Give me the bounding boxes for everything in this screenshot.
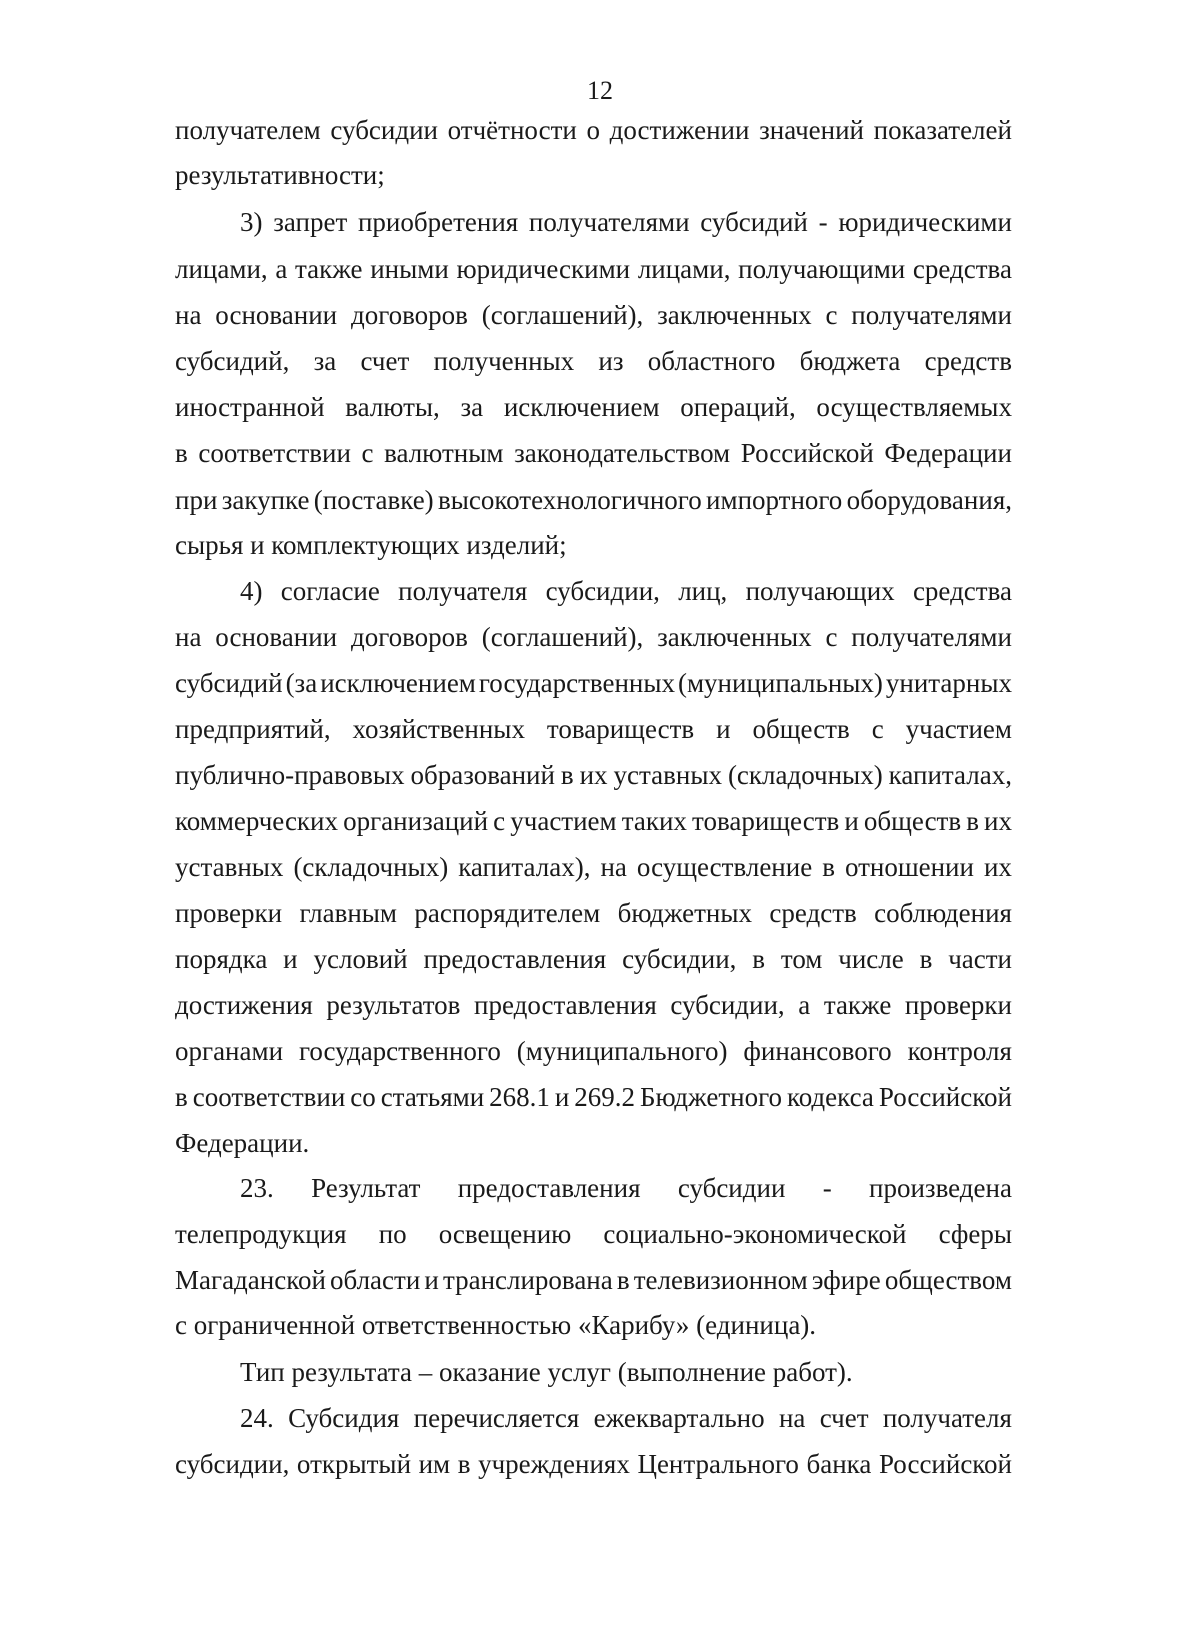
word: в: [919, 944, 933, 974]
word: 24.: [240, 1403, 274, 1433]
text-line-content: [240, 574, 1012, 608]
word: телевизионном: [633, 1265, 808, 1295]
word: субсидии: [677, 1173, 786, 1203]
word: лицами,: [175, 254, 268, 284]
word: и: [554, 1082, 570, 1112]
text-line-content: [175, 1447, 1012, 1481]
word: субсидий: [700, 207, 808, 237]
word: порядка: [175, 944, 268, 974]
word: банка: [806, 1449, 872, 1479]
word: распорядителем: [414, 898, 601, 928]
word: (за: [285, 668, 318, 698]
word: договоров: [350, 622, 468, 652]
word: а: [275, 254, 288, 284]
text-line-content: [175, 344, 1012, 378]
word: унитарных: [885, 668, 1012, 698]
text-line-content: [175, 252, 1012, 286]
word: предоставления: [423, 944, 607, 974]
word: отношении: [844, 852, 974, 882]
word: участием: [510, 806, 617, 836]
word: числе: [838, 944, 904, 974]
word: за: [313, 346, 337, 376]
word: товариществ: [692, 806, 840, 836]
word: предоставления: [474, 990, 657, 1020]
word: получателями: [851, 300, 1012, 330]
word: на: [778, 1403, 806, 1433]
word: основании: [215, 300, 338, 330]
word: за: [460, 392, 484, 422]
word: Центрального: [637, 1449, 799, 1479]
word: со: [350, 1082, 376, 1112]
text-line-content: Тип результата – оказание услуг (выполнение работ).: [240, 1357, 853, 1387]
word: 23.: [240, 1173, 274, 1203]
word: лиц,: [678, 576, 728, 606]
word: юридическими: [838, 207, 1012, 237]
word: счет: [360, 346, 410, 376]
word: телепродукция: [175, 1219, 347, 1249]
word: валютным: [384, 438, 504, 468]
word: образований: [410, 760, 555, 790]
word: (складочных): [727, 760, 883, 790]
word: областного: [647, 346, 776, 376]
word: соблюдения: [874, 898, 1012, 928]
word: государственного: [298, 1036, 501, 1066]
word: органами: [175, 1036, 284, 1066]
word: согласие: [280, 576, 380, 606]
word: также: [295, 254, 363, 284]
word: с: [361, 438, 374, 468]
text-line-content: [175, 1217, 1012, 1251]
word: уставных: [613, 760, 722, 790]
word: их: [983, 852, 1012, 882]
word: высокотехнологичного: [438, 485, 702, 515]
word: 4): [240, 576, 263, 606]
word: обществ: [752, 714, 850, 744]
word: условий: [313, 944, 408, 974]
word: операций,: [680, 392, 796, 422]
word: оборудования,: [846, 485, 1012, 515]
word: запрет: [273, 207, 348, 237]
text-line-content: [175, 1034, 1012, 1068]
text-line-content: [175, 390, 1012, 424]
text-line-content: [175, 1080, 1012, 1114]
word: закупке: [221, 485, 310, 515]
word: средств: [924, 346, 1012, 376]
word: публично-правовых: [175, 760, 405, 790]
word: области: [330, 1265, 421, 1295]
word: эфире: [811, 1265, 881, 1295]
word: соответствии: [198, 438, 351, 468]
word: исключением: [503, 392, 660, 422]
word: получателями: [528, 207, 690, 237]
word: исключением: [320, 668, 476, 698]
text-line-content: [175, 804, 1012, 838]
word: ежеквартально: [593, 1403, 765, 1433]
text-line-content: [175, 1263, 1012, 1297]
word: и: [283, 944, 298, 974]
word: средств: [769, 898, 857, 928]
word: средства: [912, 576, 1012, 606]
text-line-content: [175, 850, 1012, 884]
word: субсидий,: [175, 346, 290, 376]
word: на: [175, 300, 202, 330]
word: в: [457, 1449, 471, 1479]
word: на: [175, 622, 202, 652]
word: законодательством: [514, 438, 731, 468]
word: результатов: [326, 990, 461, 1020]
word: и: [716, 714, 731, 744]
text-line-content: [175, 896, 1012, 930]
text-line-content: [175, 712, 1012, 746]
word: бюджета: [799, 346, 901, 376]
word: с: [493, 806, 506, 836]
word: в: [616, 1265, 630, 1295]
word: Субсидия: [288, 1403, 400, 1433]
word: получателя: [882, 1403, 1012, 1433]
word: 268.1: [489, 1082, 550, 1112]
word: а: [798, 990, 811, 1020]
word: проверки: [175, 898, 283, 928]
word: юридическими: [456, 254, 631, 284]
page-number: 12: [587, 76, 613, 105]
word: Магаданской: [175, 1265, 326, 1295]
word: валюты,: [345, 392, 440, 422]
word: транслирована: [442, 1265, 613, 1295]
word: в: [752, 944, 766, 974]
word: контроля: [907, 1036, 1012, 1066]
text-line-content: [175, 758, 1012, 792]
word: субсидии,: [670, 990, 785, 1020]
word: финансового: [743, 1036, 892, 1066]
word: таких: [621, 806, 687, 836]
word: отчётности: [447, 115, 577, 145]
word: получающих: [745, 576, 895, 606]
word: их: [984, 806, 1012, 836]
word: -: [818, 207, 828, 237]
word: коммерческих: [175, 806, 339, 836]
word: о: [586, 115, 600, 145]
word: в: [966, 806, 979, 836]
word: по: [378, 1219, 407, 1249]
word: в: [175, 1082, 188, 1112]
word: на: [600, 852, 627, 882]
text-line-content: [240, 1401, 1012, 1435]
text-line-content: [175, 113, 1012, 147]
word: показателей: [873, 115, 1012, 145]
text-line-content: [175, 988, 1012, 1022]
word: хозяйственных: [352, 714, 525, 744]
word: с: [825, 622, 838, 652]
word: освещению: [438, 1219, 572, 1249]
word: кодекса: [786, 1082, 874, 1112]
word: открытый: [296, 1449, 412, 1479]
text-line-content: Федерации.: [175, 1128, 310, 1158]
word: основании: [215, 622, 338, 652]
word: импортного: [706, 485, 843, 515]
word: заключенных: [657, 622, 812, 652]
word: в: [175, 438, 188, 468]
word: Российской: [878, 1449, 1012, 1479]
word: осуществляемых: [816, 392, 1012, 422]
word: субсидий: [175, 668, 283, 698]
word: осуществление: [636, 852, 813, 882]
word: достижения: [175, 990, 313, 1020]
word: предоставления: [457, 1173, 641, 1203]
word: договоров: [350, 300, 468, 330]
text-line-content: [175, 942, 1012, 976]
word: им: [418, 1449, 451, 1479]
word: социально-экономической: [603, 1219, 907, 1249]
word: достижении: [609, 115, 750, 145]
word: обществом: [884, 1265, 1012, 1295]
word: получателем: [175, 115, 321, 145]
word: заключенных: [657, 300, 812, 330]
word: с: [871, 714, 884, 744]
text-line-content: [240, 205, 1012, 239]
word: получателя: [398, 576, 528, 606]
word: субсидии,: [175, 1449, 290, 1479]
word: уставных: [175, 852, 284, 882]
word: (складочных): [293, 852, 449, 882]
word: капиталах,: [888, 760, 1012, 790]
word: Российской: [878, 1082, 1012, 1112]
word: товариществ: [546, 714, 695, 744]
word: произведена: [869, 1173, 1012, 1203]
word: организаций: [343, 806, 489, 836]
word: лицами,: [637, 254, 731, 284]
word: 269.2: [574, 1082, 636, 1112]
word: бюджетных: [617, 898, 753, 928]
word: перечисляется: [413, 1403, 580, 1433]
word: также: [823, 990, 892, 1020]
word: обществ: [863, 806, 962, 836]
text-line-content: сырья и комплектующих изделий;: [175, 530, 567, 560]
word: главным: [299, 898, 398, 928]
word: значений: [759, 115, 865, 145]
word: учреждениях: [478, 1449, 630, 1479]
word: Результат: [311, 1173, 421, 1203]
word: приобретения: [357, 207, 519, 237]
word: при: [175, 485, 218, 515]
word: получающими: [738, 254, 906, 284]
word: Бюджетного: [640, 1082, 782, 1112]
word: (муниципальных): [677, 668, 883, 698]
word: счет: [819, 1403, 869, 1433]
text-line-content: [175, 436, 1012, 470]
word: и: [844, 806, 859, 836]
word: иными: [370, 254, 449, 284]
word: и: [424, 1265, 439, 1295]
text-line-content: [175, 483, 1012, 517]
word: субсидии: [330, 115, 438, 145]
word: из: [598, 346, 624, 376]
word: субсидии,: [622, 944, 737, 974]
word: Федерации: [884, 438, 1012, 468]
text-line-content: с ограниченной ответственностью «Карибу» (единица).: [175, 1310, 817, 1340]
word: части: [948, 944, 1012, 974]
word: полученных: [433, 346, 575, 376]
text-line-content: [240, 1171, 1012, 1205]
word: проверки: [904, 990, 1012, 1020]
word: иностранной: [175, 392, 325, 422]
word: том: [780, 944, 823, 974]
text-line-content: [175, 298, 1012, 332]
word: участием: [905, 714, 1012, 744]
word: статьями: [380, 1082, 485, 1112]
word: субсидии,: [545, 576, 660, 606]
word: (соглашений),: [481, 622, 644, 652]
word: сферы: [938, 1219, 1012, 1249]
word: соответствии: [192, 1082, 346, 1112]
word: средства: [912, 254, 1012, 284]
word: их: [579, 760, 608, 790]
word: (соглашений),: [481, 300, 644, 330]
word: в: [822, 852, 835, 882]
word: государственных: [478, 668, 675, 698]
word: с: [825, 300, 838, 330]
word: Российской: [740, 438, 874, 468]
word: в: [560, 760, 574, 790]
word: капиталах),: [458, 852, 591, 882]
word: предприятий,: [175, 714, 331, 744]
text-line-content: результативности;: [175, 160, 385, 190]
word: (поставке): [313, 485, 434, 515]
word: 3): [240, 207, 263, 237]
word: получателями: [851, 622, 1012, 652]
word: (муниципального): [516, 1036, 728, 1066]
text-line-content: [175, 666, 1012, 700]
text-line-content: [175, 620, 1012, 654]
word: -: [822, 1173, 832, 1203]
